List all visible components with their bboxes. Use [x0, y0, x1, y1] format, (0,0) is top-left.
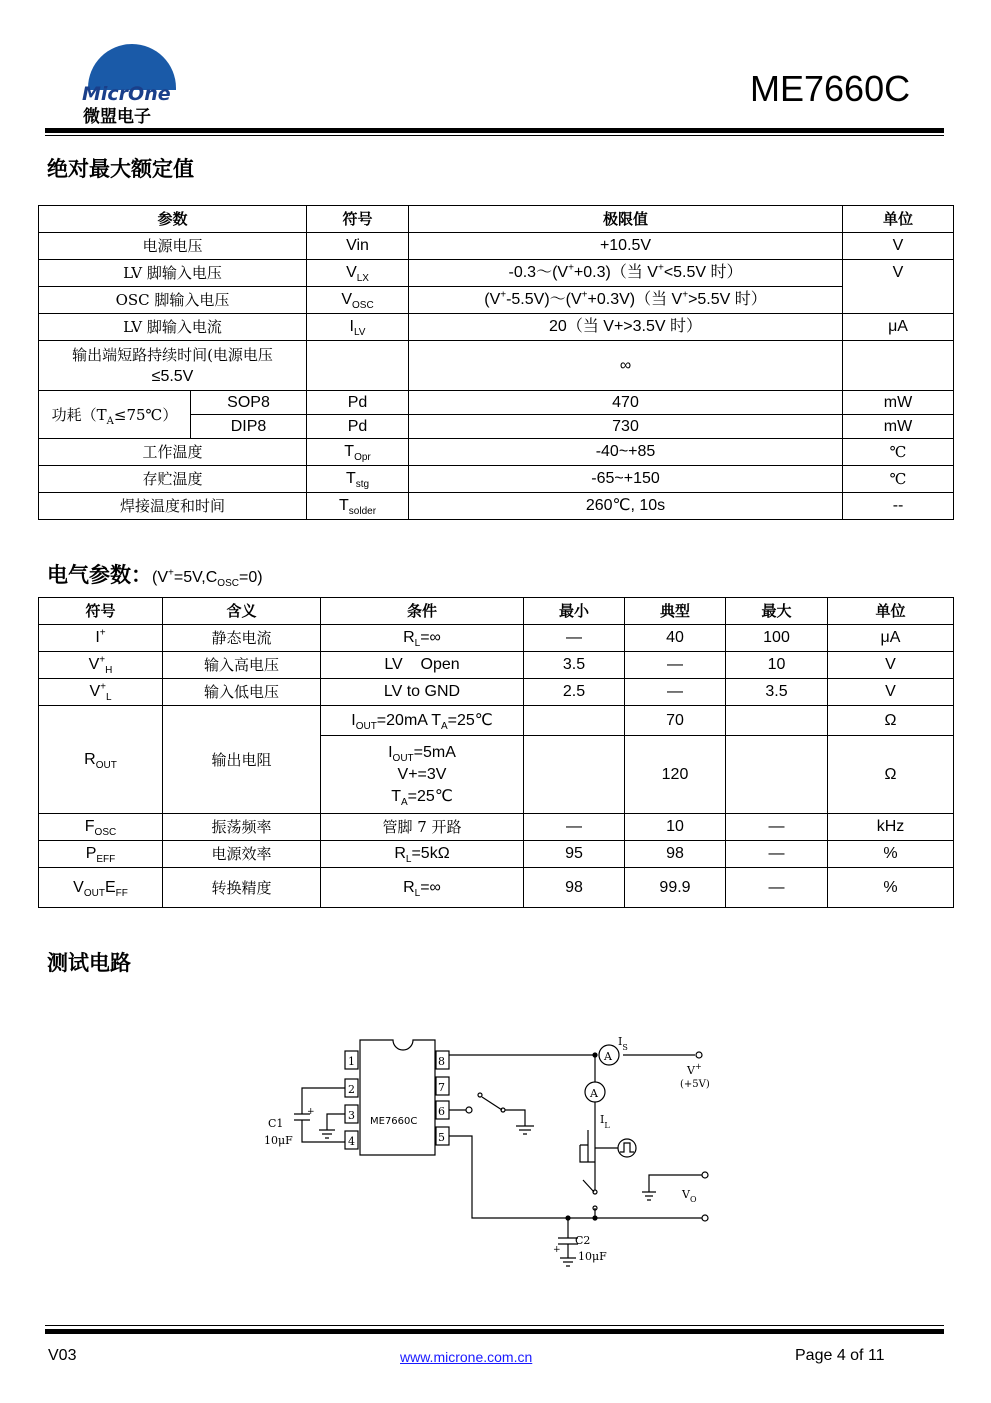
param-cell: 输出端短路持续时间(电源电压 ≤5.5V: [39, 341, 307, 391]
c2-value: 10μF: [578, 1250, 607, 1263]
svg-text:A: A: [590, 1087, 598, 1100]
table-row: [39, 466, 954, 493]
param-cell: 功耗$(T_A\le 75℃)$: [39, 391, 191, 439]
pin-label: 8: [438, 1055, 445, 1068]
unit-cell: V: [828, 679, 954, 706]
table-row: [39, 652, 954, 679]
pin-label: 6: [438, 1105, 445, 1118]
typ-cell: 99.9: [625, 868, 726, 908]
min-cell: —: [524, 814, 625, 841]
col-header: 符号: [307, 206, 409, 233]
c2-label: C2: [575, 1234, 591, 1247]
svg-text:微盟电子: 微盟电子: [83, 107, 151, 127]
col-header: 条件: [321, 598, 524, 625]
table-row: [39, 493, 954, 520]
max-cell: [726, 706, 828, 736]
condition-cell: $R_L=\infty$: [321, 625, 524, 652]
max-cell: —: [726, 868, 828, 908]
footer-rule-thick: [45, 1329, 944, 1334]
meaning-cell: 电源效率: [163, 841, 321, 868]
unit-cell: V: [843, 233, 954, 260]
unit-cell: mW: [843, 391, 954, 415]
part-number: ME7660C: [750, 68, 911, 109]
unit-cell: [843, 341, 954, 391]
col-header: 含义: [163, 598, 321, 625]
min-cell: 2.5: [524, 679, 625, 706]
pin-label: 5: [438, 1131, 445, 1144]
unit-cell: %: [828, 868, 954, 908]
chip-body: [360, 1040, 435, 1155]
unit-cell: V: [843, 260, 954, 314]
param-cell: 电源电压: [39, 233, 307, 260]
max-cell: 3.5: [726, 679, 828, 706]
table-row: [39, 314, 954, 341]
table-row: [39, 233, 954, 260]
min-cell: 98: [524, 868, 625, 908]
elec-title: 电气参数：$(V^+=5V,C_{OSC}=0)$: [47, 563, 263, 590]
unit-cell: mW: [843, 415, 954, 439]
unit-cell: μA: [843, 314, 954, 341]
typ-cell: 40: [625, 625, 726, 652]
limit-cell: ∞: [409, 341, 843, 391]
limit-cell: 260℃, 10s: [409, 493, 843, 520]
is-label: $I_S$: [618, 1035, 628, 1052]
symbol-cell: $V_{OUT}E_{FF}$: [39, 868, 163, 908]
package-cell: DIP8: [191, 415, 307, 439]
min-cell: —: [524, 625, 625, 652]
footer-rule-thin: [45, 1325, 944, 1326]
param-cell: OSC 脚输入电压: [39, 287, 307, 314]
header-rule-thin: [45, 135, 944, 136]
min-cell: 95: [524, 841, 625, 868]
limit-cell: -65~+150: [409, 466, 843, 493]
table-row: [39, 341, 954, 391]
pin-label: 3: [348, 1109, 355, 1122]
page-number: Page 4 of 11: [795, 1347, 885, 1364]
vplus-label: V+: [687, 1062, 702, 1077]
typ-cell: —: [625, 652, 726, 679]
unit-cell: --: [843, 493, 954, 520]
unit-cell: ℃: [843, 439, 954, 466]
svg-text:+: +: [553, 1245, 561, 1255]
meaning-cell: 振荡频率: [163, 814, 321, 841]
typ-cell: 10: [625, 814, 726, 841]
symbol-cell: Pd: [307, 415, 409, 439]
c1-value: 10μF: [264, 1134, 293, 1147]
il-label: $I_L$: [600, 1113, 610, 1130]
pin-label: 1: [348, 1055, 355, 1068]
pin-label: 7: [438, 1081, 445, 1094]
typ-cell: 98: [625, 841, 726, 868]
param-cell: 工作温度: [39, 439, 307, 466]
typ-cell: —: [625, 679, 726, 706]
table-row: [39, 841, 954, 868]
max-cell: 100: [726, 625, 828, 652]
abs-max-title: 绝对最大额定值: [47, 157, 194, 181]
table-row: [39, 625, 954, 652]
symbol-cell: Pd: [307, 391, 409, 415]
symbol-cell: $I_{LV}$: [307, 314, 409, 341]
min-cell: [524, 706, 625, 736]
footer-version: V03: [48, 1347, 77, 1364]
table-row: [39, 706, 954, 736]
condition-cell: $I_{OUT}=20mA$ $T_A=25℃$: [321, 706, 524, 736]
col-header: 极限值: [409, 206, 843, 233]
condition-cell: $I_{OUT}=5mA$ V+=3V $T_A=25℃$: [321, 736, 524, 814]
unit-cell: Ω: [828, 706, 954, 736]
symbol-cell: $R_{OUT}$: [39, 706, 163, 814]
test-circuit-diagram: [250, 1030, 740, 1280]
symbol-cell: $V^+_L$: [39, 679, 163, 706]
meaning-cell: 输入高电压: [163, 652, 321, 679]
unit-cell: Ω: [828, 736, 954, 814]
table-row: [39, 439, 954, 466]
microne-logo: [80, 38, 180, 128]
symbol-cell: $P_{EFF}$: [39, 841, 163, 868]
limit-cell: +10.5V: [409, 233, 843, 260]
meaning-cell: 输入低电压: [163, 679, 321, 706]
table-header-row: [39, 206, 954, 233]
table-row: [39, 868, 954, 908]
table-row: [39, 287, 954, 314]
col-header: 参数: [39, 206, 307, 233]
vo-label: $V_O$: [682, 1188, 697, 1204]
max-cell: —: [726, 814, 828, 841]
table-row: [39, 260, 954, 287]
unit-cell: V: [828, 652, 954, 679]
package-cell: SOP8: [191, 391, 307, 415]
symbol-cell: $V_{OSC}$: [307, 287, 409, 314]
symbol-cell: $T_{stg}$: [307, 466, 409, 493]
param-cell: LV 脚输入电流: [39, 314, 307, 341]
unit-cell: μA: [828, 625, 954, 652]
param-cell: 存贮温度: [39, 466, 307, 493]
table-row: [39, 814, 954, 841]
table-header-row: [39, 598, 954, 625]
abs-max-table: [38, 205, 954, 520]
min-cell: 3.5: [524, 652, 625, 679]
vplus-value: (+5V): [680, 1079, 710, 1090]
unit-cell: ℃: [843, 466, 954, 493]
typ-cell: 120: [625, 736, 726, 814]
svg-text:MicrOne: MicrOne: [82, 83, 171, 105]
col-header: 最大: [726, 598, 828, 625]
min-cell: [524, 736, 625, 814]
condition-cell: LV Open: [321, 652, 524, 679]
table-row: [39, 679, 954, 706]
col-header: 最小: [524, 598, 625, 625]
condition-cell: $R_L=5k\Omega$: [321, 841, 524, 868]
param-cell: 焊接温度和时间: [39, 493, 307, 520]
symbol-cell: $V_{LX}$: [307, 260, 409, 287]
limit-cell: 470: [409, 391, 843, 415]
unit-cell: %: [828, 841, 954, 868]
symbol-cell: $V^+_H$: [39, 652, 163, 679]
limit-cell: -40~+85: [409, 439, 843, 466]
symbol-cell: [307, 341, 409, 391]
pin-label: 4: [348, 1135, 355, 1148]
svg-text:+: +: [307, 1107, 315, 1117]
limit-cell: 730: [409, 415, 843, 439]
symbol-cell: $F_{OSC}$: [39, 814, 163, 841]
elec-conditions: $(V^+=5V,C_{OSC}=0)$: [152, 567, 263, 590]
svg-text:A: A: [604, 1050, 612, 1063]
test-circuit-title: 测试电路: [47, 951, 131, 975]
website-link[interactable]: www.microne.com.cn: [400, 1349, 533, 1365]
col-header: 单位: [843, 206, 954, 233]
limit-cell: 20（当 V+>3.5V 时）: [409, 314, 843, 341]
symbol-cell: Vin: [307, 233, 409, 260]
col-header: 单位: [828, 598, 954, 625]
unit-cell: kHz: [828, 814, 954, 841]
pin-label: 2: [348, 1083, 355, 1096]
max-cell: [726, 736, 828, 814]
limit-cell: (V+-5.5V)～(V++0.3V)（当 V+>5.5V 时）: [409, 287, 843, 314]
limit-cell: -0.3～(V++0.3)（当 V+<5.5V 时）: [409, 260, 843, 287]
symbol-cell: $T_{solder}$: [307, 493, 409, 520]
chip-label: ME7660C: [370, 1116, 418, 1127]
condition-cell: LV to GND: [321, 679, 524, 706]
param-cell: LV 脚输入电压: [39, 260, 307, 287]
condition-cell: $R_L=\infty$: [321, 868, 524, 908]
max-cell: 10: [726, 652, 828, 679]
condition-cell: 管脚 7 开路: [321, 814, 524, 841]
col-header: 符号: [39, 598, 163, 625]
meaning-cell: 转换精度: [163, 868, 321, 908]
symbol-cell: I+: [39, 625, 163, 652]
header-rule-thick: [45, 128, 944, 133]
max-cell: —: [726, 841, 828, 868]
c1-label: C1: [268, 1117, 284, 1130]
meaning-cell: 静态电流: [163, 625, 321, 652]
meaning-cell: 输出电阻: [163, 706, 321, 814]
typ-cell: 70: [625, 706, 726, 736]
table-row: [39, 391, 954, 415]
col-header: 典型: [625, 598, 726, 625]
symbol-cell: $T_{Opr}$: [307, 439, 409, 466]
elec-table: [38, 597, 954, 908]
